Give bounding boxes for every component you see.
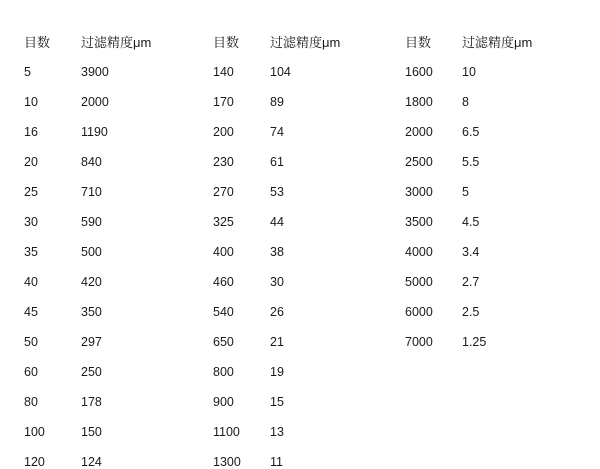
table-cell: 60 — [24, 365, 38, 379]
table-cell: 124 — [81, 455, 102, 469]
table-cell: 15 — [270, 395, 284, 409]
table-cell: 150 — [81, 425, 102, 439]
table-cell: 1.25 — [462, 335, 487, 349]
column-header-mesh: 目数 — [24, 35, 51, 50]
table-cell: 140 — [213, 65, 234, 79]
table-cell: 53 — [270, 185, 284, 199]
table-cell: 7000 — [405, 335, 433, 349]
table-cell: 8 — [462, 95, 469, 109]
table-cell: 500 — [81, 245, 102, 259]
table-cell: 3.4 — [462, 245, 480, 259]
table-cell: 50 — [24, 335, 38, 349]
table-cell: 44 — [270, 215, 284, 229]
table-group-1 — [24, 36, 181, 469]
micron-column-2 — [270, 36, 362, 469]
table-cell: 1300 — [213, 455, 241, 469]
table-cell: 3000 — [405, 185, 433, 199]
table-cell: 840 — [81, 155, 102, 169]
table-cell: 200 — [213, 125, 234, 139]
column-header-mesh: 目数 — [405, 35, 432, 50]
mesh-column-3 — [405, 36, 462, 349]
table-cell: 650 — [213, 335, 234, 349]
table-cell: 11 — [270, 455, 283, 469]
table-cell: 80 — [24, 395, 38, 409]
column-header-micron: 过滤精度μm — [81, 35, 152, 50]
table-cell: 250 — [81, 365, 102, 379]
table-cell: 16 — [24, 125, 38, 139]
mesh-column-1 — [24, 36, 81, 469]
table-cell: 6.5 — [462, 125, 480, 139]
table-cell: 325 — [213, 215, 234, 229]
table-cell: 2000 — [405, 125, 433, 139]
table-cell: 900 — [213, 395, 234, 409]
table-cell: 45 — [24, 305, 38, 319]
table-cell: 5000 — [405, 275, 433, 289]
table-cell: 2000 — [81, 95, 109, 109]
mesh-column-2 — [213, 36, 270, 469]
table-cell: 230 — [213, 155, 234, 169]
table-cell: 89 — [270, 95, 284, 109]
table-cell: 40 — [24, 275, 38, 289]
table-cell: 1600 — [405, 65, 433, 79]
table-cell: 30 — [270, 275, 284, 289]
column-header-mesh: 目数 — [213, 35, 240, 50]
table-cell: 1800 — [405, 95, 433, 109]
table-cell: 3500 — [405, 215, 433, 229]
table-cell: 170 — [213, 95, 234, 109]
table-cell: 10 — [462, 65, 476, 79]
table-cell: 710 — [81, 185, 102, 199]
table-cell: 460 — [213, 275, 234, 289]
table-cell: 38 — [270, 245, 284, 259]
table-cell: 100 — [24, 425, 45, 439]
table-cell: 30 — [24, 215, 38, 229]
column-header-micron: 过滤精度μm — [462, 35, 533, 50]
table-cell: 2.7 — [462, 275, 480, 289]
table-cell: 61 — [270, 155, 284, 169]
table-cell: 400 — [213, 245, 234, 259]
table-cell: 590 — [81, 215, 102, 229]
table-cell: 4.5 — [462, 215, 480, 229]
table-cell: 800 — [213, 365, 234, 379]
micron-column-1 — [81, 36, 181, 469]
table-cell: 35 — [24, 245, 38, 259]
table-cell: 1190 — [81, 125, 108, 139]
table-cell: 297 — [81, 335, 102, 349]
table-cell: 74 — [270, 125, 284, 139]
micron-column-3 — [462, 36, 554, 349]
table-group-3 — [405, 36, 554, 349]
table-group-2 — [213, 36, 362, 469]
table-cell: 120 — [24, 455, 45, 469]
table-cell: 25 — [24, 185, 38, 199]
table-cell: 20 — [24, 155, 38, 169]
table-cell: 5 — [462, 185, 469, 199]
table-cell: 21 — [270, 335, 284, 349]
table-cell: 420 — [81, 275, 102, 289]
table-cell: 5 — [24, 65, 31, 79]
column-header-micron: 过滤精度μm — [270, 35, 341, 50]
table-cell: 178 — [81, 395, 102, 409]
table-cell: 19 — [270, 365, 284, 379]
table-cell: 26 — [270, 305, 284, 319]
table-cell: 270 — [213, 185, 234, 199]
table-cell: 540 — [213, 305, 234, 319]
table-cell: 13 — [270, 425, 284, 439]
table-cell: 3900 — [81, 65, 109, 79]
table-cell: 350 — [81, 305, 102, 319]
table-cell: 5.5 — [462, 155, 480, 169]
table-cell: 10 — [24, 95, 38, 109]
table-cell: 2500 — [405, 155, 433, 169]
table-cell: 4000 — [405, 245, 433, 259]
table-cell: 104 — [270, 65, 291, 79]
table-cell: 1100 — [213, 425, 240, 439]
table-cell: 6000 — [405, 305, 433, 319]
table-cell: 2.5 — [462, 305, 480, 319]
table-groups — [0, 36, 600, 469]
